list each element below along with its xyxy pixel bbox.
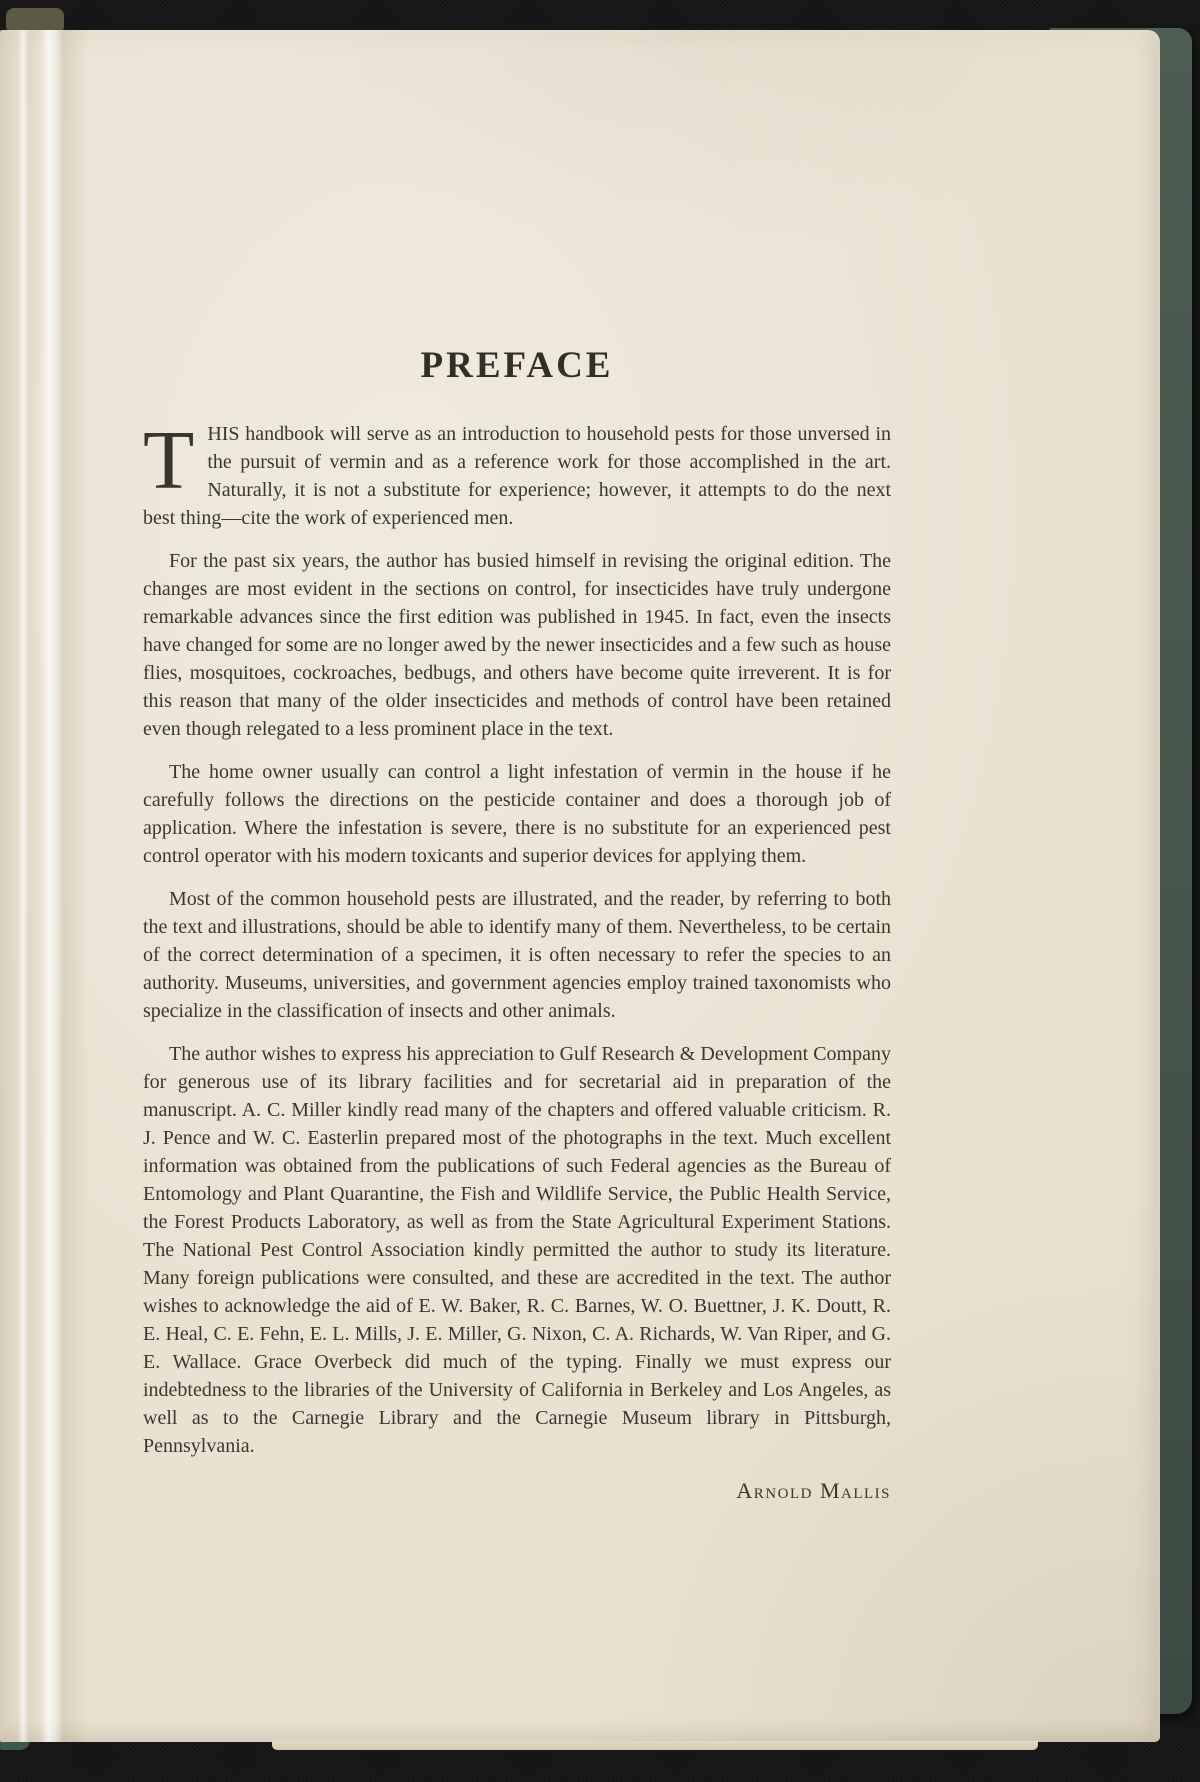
paragraph-2: For the past six years, the author has busied himself in revising the original edition. The changes are most evident in the sections on control, for insecticides have truly undergone remarkable advances since the first edition was published in 1945. In fact, even the insects have changed for some are no longer awed by the newer insecticides and a few such as house flies, mosquitoes, cockroaches, bedbugs, and others have become quite irreverent. It is for this reason that many of the older insecticides and methods of control have been retained even though relegated to a less prominent place in the text. [143,550,891,740]
drop-cap-letter: T [143,414,195,507]
page-stack-edge [272,1741,1038,1750]
paragraph-4: Most of the common household pests are illustrated, and the reader, by referring to both the text and illustrations, should be able to identify many of them. Nevertheless, to be certain of the correct determination of a specimen, it is often necessary to refer the species to an authority. Museums, universities, and government agencies employ trained taxonomists who specialize in the classification of insects and other animals. [143,888,891,1022]
book-page [0,30,1160,1742]
page-gutter-fold [0,30,92,1742]
paragraph-3: The home owner usually can control a light infestation of vermin in the house if he carefully follows the directions on the pesticide container and does a thorough job of application. Where the infestation is severe, there is no substitute for an experienced pest control operator with his modern toxicants and superior devices for applying them. [143,761,891,867]
author-signature: Arnold Mallis [736,1478,891,1503]
paragraph-1 [143,414,891,532]
page-title: PREFACE [420,345,614,386]
paragraph-5: The author wishes to express his appreciation to Gulf Research & Development Company for generous use of its library facilities and for secretarial aid in preparation of the manuscript. A. C. Miller kindly read many of the chapters and offered valuable criticism. R. J. Pence and W. C. Easterlin prepared most of the photographs in the text. Much excellent information was obtained from the publications of such Federal agencies as the Bureau of Entomology and Plant Quarantine, the Fish and Wildlife Service, the Public Health Service, the Forest Products Laboratory, as well as from the State Agricultural Experiment Stations. The National Pest Control Association kindly permitted the author to study its literature. Many foreign publications were consulted, and these are accredited in the text. The author wishes to acknowledge the aid of E. W. Baker, R. C. Barnes, W. O. Buettner, J. K. Doutt, R. E. Heal, C. E. Fehn, E. L. Mills, J. E. Miller, G. Nixon, C. A. Richards, W. Van Riper, and G. E. Wallace. Grace Overbeck did much of the typing. Finally we must express our indebtedness to the libraries of the University of California in Berkeley and Los Angeles, as well as to the Carnegie Library and the Carnegie Museum library in Pittsburgh, Pennsylvania. [143,1043,891,1457]
paragraph-1-text: HIS handbook will serve as an introduction to household pests for those unversed in the pursuit of vermin and as a reference work for those accomplished in the art. Naturally, it is not a substitute for experience; however, it attempts to do the next best thing—cite the work of experienced men. [143,423,891,529]
preface-content [143,345,891,1505]
